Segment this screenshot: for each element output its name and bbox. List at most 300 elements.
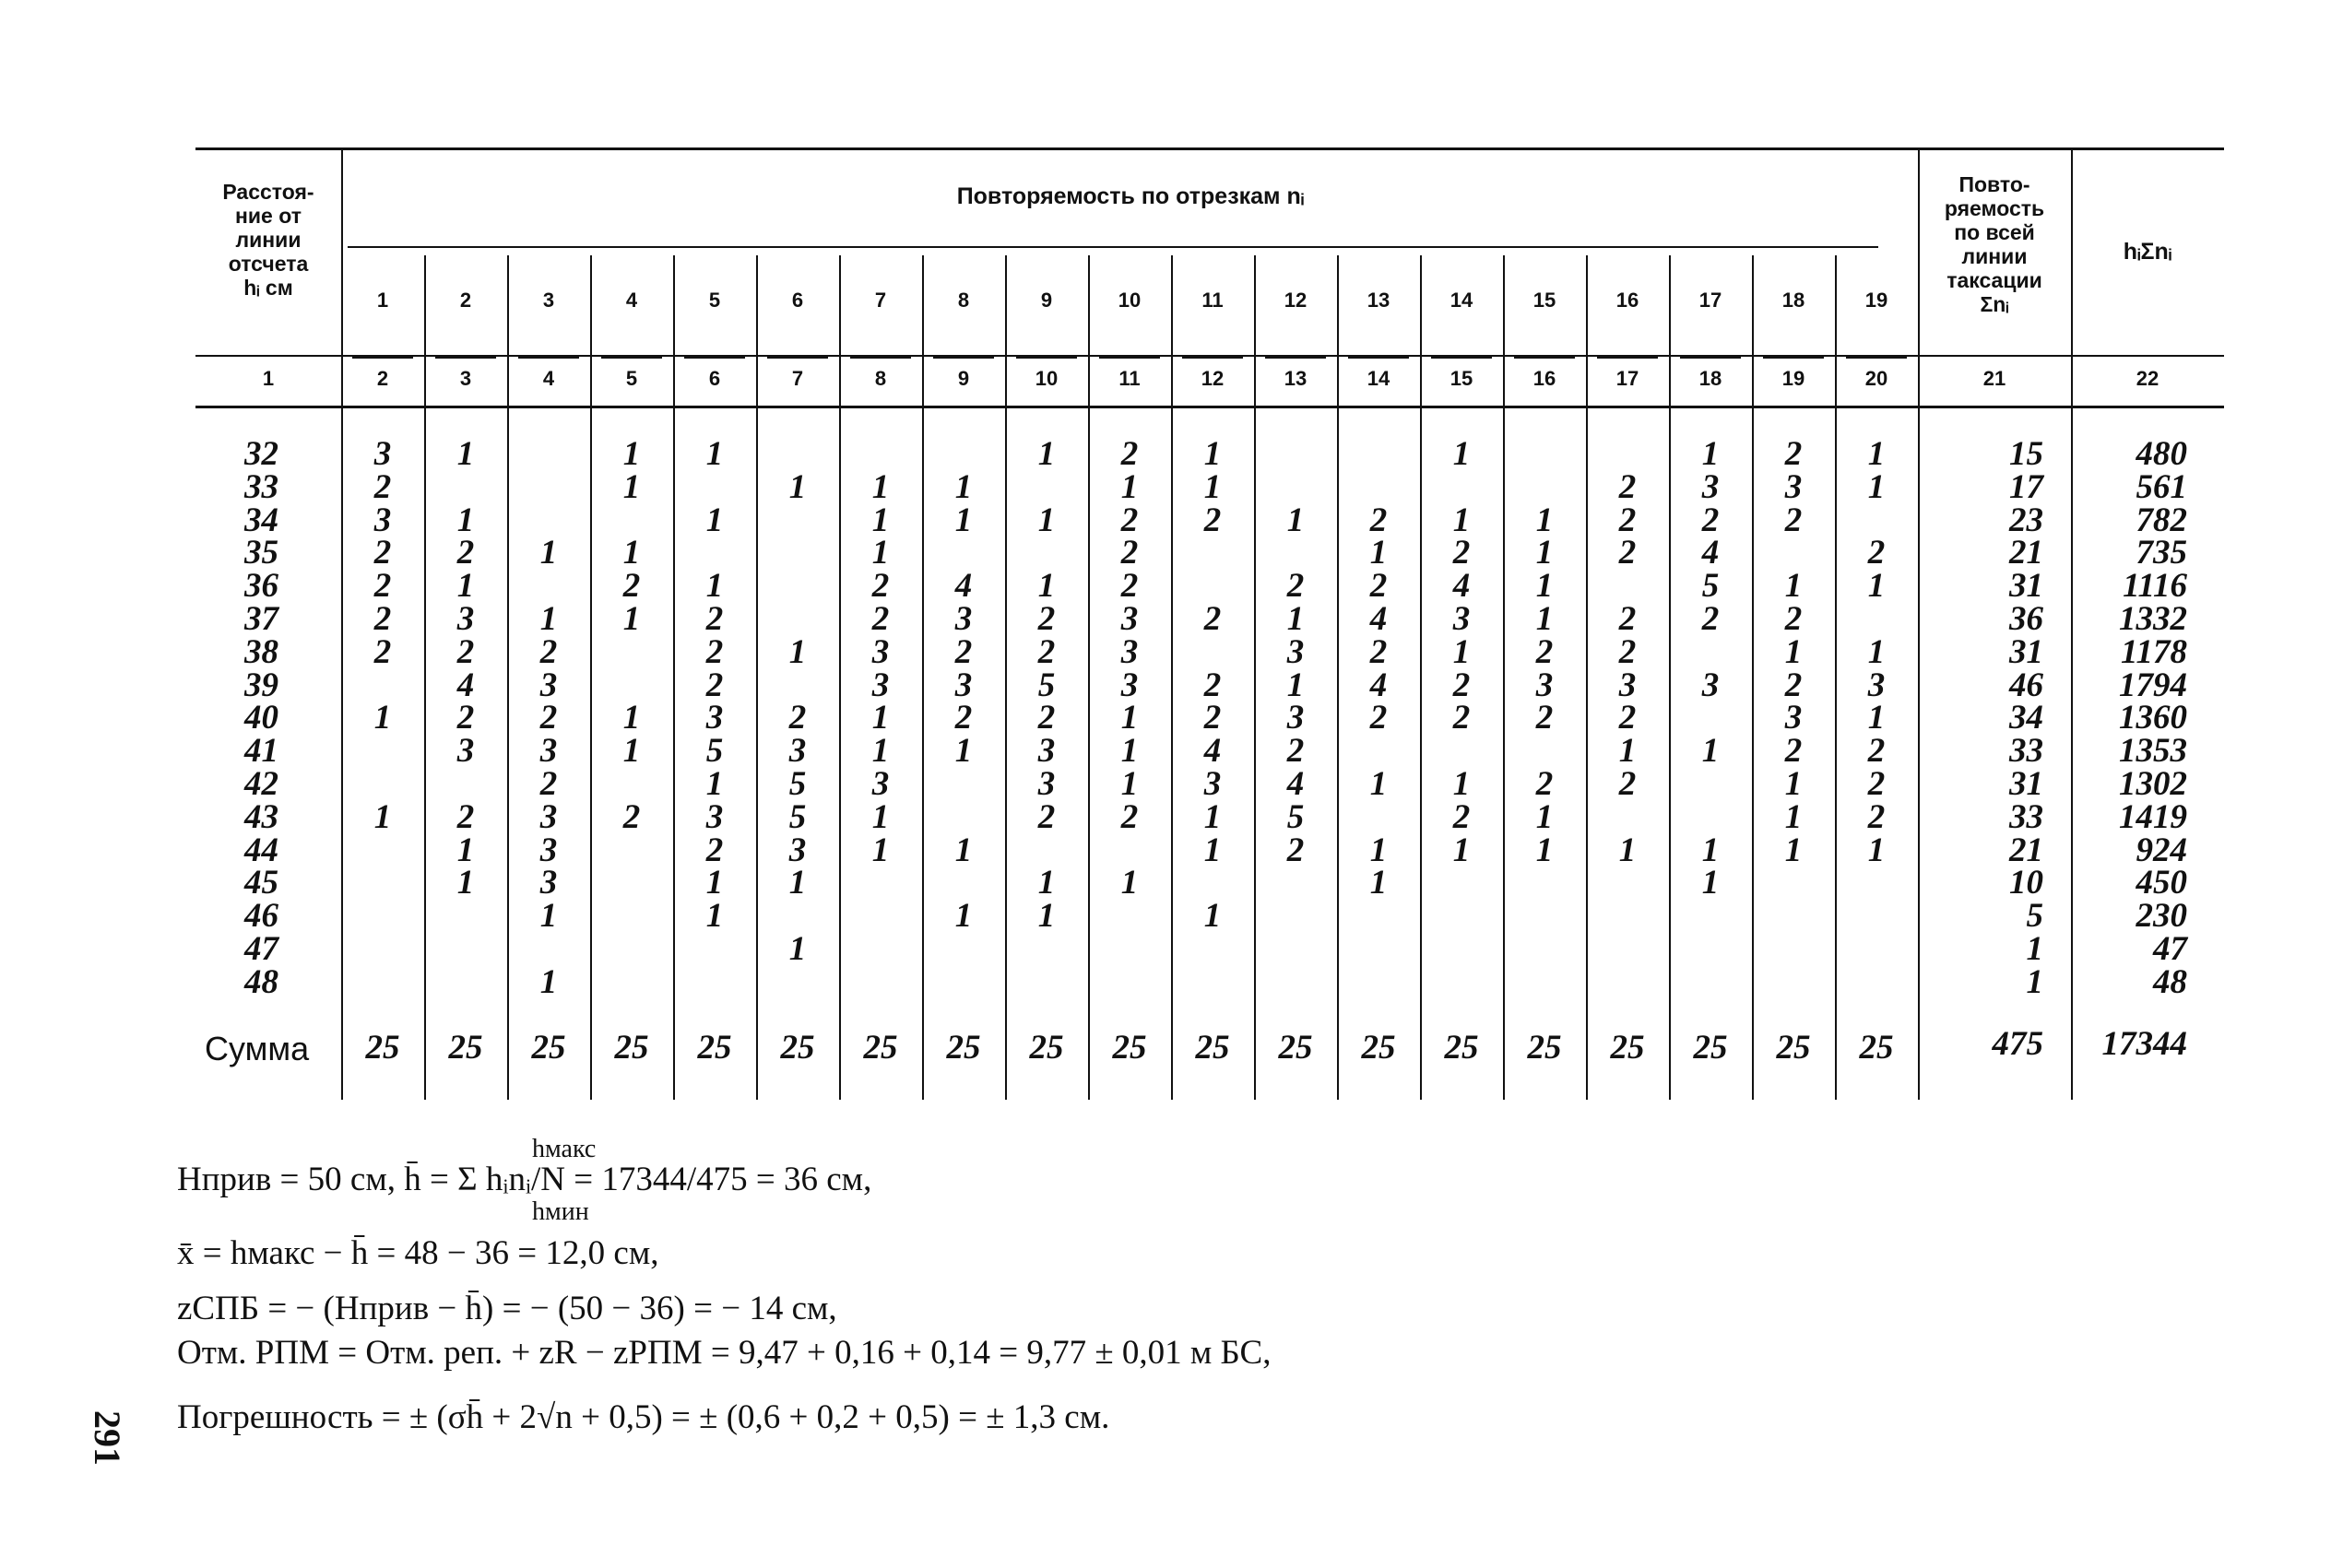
table-cell: 2 <box>539 632 558 671</box>
row-total: 17 <box>2009 467 2043 506</box>
distance-header-line: ние от <box>235 204 302 228</box>
table-cell: 2 <box>1618 534 1637 572</box>
table-cell: 1 <box>705 897 724 936</box>
formula-line-4: Отм. РПМ = Отм. реп. + zR − zРПМ = 9,47 + 0,16 + 0,14 = 9,77 ± 0,01 м БС, <box>177 1334 1272 1372</box>
table-cell: 1 <box>1452 831 1471 869</box>
table-cell: 2 <box>1120 567 1139 606</box>
table-cell: 1 <box>1867 467 1886 506</box>
table-cell: 2 <box>1867 765 1886 803</box>
column-number: 5 <box>625 367 638 390</box>
row-distance: 35 <box>244 534 278 572</box>
table-cell: 1 <box>1784 632 1803 671</box>
column-number: 10 <box>1035 367 1059 390</box>
segment-header: 13 <box>1367 289 1390 312</box>
table-cell: 1 <box>1535 600 1554 638</box>
sum-product: 17344 <box>2101 1025 2187 1063</box>
column-number: 11 <box>1118 367 1141 390</box>
column-number: 20 <box>1864 367 1888 390</box>
table-cell: 3 <box>1452 600 1471 638</box>
table-cell: 2 <box>1618 632 1637 671</box>
table-cell: 5 <box>788 765 807 803</box>
header-subrule <box>348 246 1878 248</box>
table-cell: 1 <box>1037 897 1056 936</box>
formula-upper-limit: hмакс <box>532 1135 597 1163</box>
table-cell: 3 <box>539 666 558 704</box>
row-total: 1 <box>2026 930 2043 968</box>
sum-cell: 25 <box>1859 1029 1894 1067</box>
table-cell: 1 <box>1867 567 1886 606</box>
sum-cell: 25 <box>448 1029 483 1067</box>
table-cell: 2 <box>456 632 475 671</box>
table-cell: 2 <box>1452 699 1471 737</box>
segment-number-rule <box>1431 357 1492 359</box>
sum-cell: 25 <box>614 1029 649 1067</box>
table-cell: 2 <box>456 699 475 737</box>
table-cell: 4 <box>1701 534 1720 572</box>
row-total: 23 <box>2009 501 2043 539</box>
table-cell: 1 <box>705 567 724 606</box>
table-cell: 2 <box>1452 534 1471 572</box>
column-number: 12 <box>1201 367 1225 390</box>
column-number: 13 <box>1284 367 1307 390</box>
table-cell: 2 <box>1701 501 1720 539</box>
table-cell: 2 <box>1535 632 1554 671</box>
table-cell: 2 <box>788 699 807 737</box>
table-cell: 3 <box>1037 765 1056 803</box>
table-cell: 1 <box>1701 831 1720 869</box>
table-cell: 2 <box>373 534 392 572</box>
table-cell: 2 <box>1618 501 1637 539</box>
total-header-line: Повто- <box>1958 172 2030 196</box>
table-cell: 3 <box>1618 666 1637 704</box>
segment-number-rule <box>352 357 413 359</box>
segment-number-rule <box>518 357 579 359</box>
data-table <box>195 143 2224 1106</box>
table-cell: 1 <box>1618 831 1637 869</box>
formula-line-5: Погрешность = ± (σh̄ + 2√n + 0,5) = ± (0,6 + 0,2 + 0,5) = ± 1,3 см. <box>177 1398 1110 1436</box>
sum-cell: 25 <box>697 1029 732 1067</box>
column-number: 2 <box>376 367 389 390</box>
row-distance: 34 <box>244 501 278 539</box>
sum-cell: 25 <box>1610 1029 1645 1067</box>
table-cell: 3 <box>373 501 392 539</box>
sum-cell: 25 <box>1776 1029 1811 1067</box>
row-product: 782 <box>2136 501 2187 539</box>
segment-header: 16 <box>1615 289 1639 312</box>
column-number: 14 <box>1367 367 1390 390</box>
table-cell: 4 <box>1369 666 1388 704</box>
page-number: 291 <box>87 1410 128 1466</box>
column-number: 15 <box>1449 367 1473 390</box>
table-cell: 4 <box>1369 600 1388 638</box>
product-header: hᵢΣnᵢ <box>2123 239 2172 265</box>
table-cell: 2 <box>1784 732 1803 771</box>
table-cell: 3 <box>871 632 890 671</box>
table-cell: 2 <box>705 666 724 704</box>
table-cell: 1 <box>1286 600 1305 638</box>
total-header-line: линии <box>1961 244 2028 268</box>
table-cell: 2 <box>1369 567 1388 606</box>
table-cell: 3 <box>705 797 724 836</box>
table-cell: 5 <box>1037 666 1056 704</box>
row-total: 33 <box>2009 732 2043 771</box>
row-distance: 41 <box>244 732 278 771</box>
row-distance: 47 <box>244 930 278 968</box>
table-cell: 2 <box>1120 501 1139 539</box>
table-cell: 2 <box>871 600 890 638</box>
table-cell: 2 <box>1203 501 1222 539</box>
segment-header: 12 <box>1284 289 1307 312</box>
distance-header-line: линии <box>235 228 302 252</box>
table-cell: 2 <box>705 632 724 671</box>
table-cell: 1 <box>705 435 724 473</box>
row-total: 33 <box>2009 797 2043 836</box>
segment-number-rule <box>1016 357 1077 359</box>
table-cell: 1 <box>456 864 475 902</box>
table-cell: 3 <box>1286 699 1305 737</box>
table-cell: 1 <box>1535 797 1554 836</box>
table-cell: 1 <box>1784 567 1803 606</box>
table-cell: 1 <box>1701 435 1720 473</box>
column-number: 6 <box>708 367 721 390</box>
row-total: 21 <box>2009 831 2043 869</box>
row-total: 31 <box>2009 632 2043 671</box>
total-header-line: таксации <box>1946 268 2042 292</box>
table-cell: 3 <box>1701 666 1720 704</box>
table-cell: 1 <box>622 467 641 506</box>
segment-header: 18 <box>1781 289 1805 312</box>
table-cell: 3 <box>1203 765 1222 803</box>
segment-header: 15 <box>1532 289 1556 312</box>
table-cell: 2 <box>1120 534 1139 572</box>
table-cell: 2 <box>1535 765 1554 803</box>
table-cell: 1 <box>1867 435 1886 473</box>
column-number: 16 <box>1532 367 1556 390</box>
column-number: 4 <box>542 367 555 390</box>
table-cell: 1 <box>622 600 641 638</box>
table-cell: 1 <box>1701 864 1720 902</box>
table-cell: 1 <box>1286 501 1305 539</box>
table-cell: 1 <box>1120 732 1139 771</box>
table-cell: 2 <box>1784 501 1803 539</box>
table-cell: 2 <box>373 467 392 506</box>
table-cell: 5 <box>705 732 724 771</box>
table-cell: 2 <box>1535 699 1554 737</box>
table-cell: 3 <box>539 732 558 771</box>
table-cell: 1 <box>1452 435 1471 473</box>
segment-number-rule <box>933 357 994 359</box>
row-product: 230 <box>2136 897 2187 936</box>
table-cell: 3 <box>1867 666 1886 704</box>
sum-cell: 25 <box>1278 1029 1313 1067</box>
table-cell: 1 <box>1867 632 1886 671</box>
table-cell: 1 <box>456 567 475 606</box>
table-cell: 3 <box>539 864 558 902</box>
table-cell: 1 <box>539 897 558 936</box>
segment-number-rule <box>767 357 828 359</box>
column-number: 19 <box>1781 367 1805 390</box>
segment-number-rule <box>601 357 662 359</box>
table-cell: 4 <box>1203 732 1222 771</box>
sum-cell: 25 <box>1527 1029 1562 1067</box>
table-cell: 1 <box>954 897 973 936</box>
sum-cell: 25 <box>1029 1029 1064 1067</box>
row-distance: 43 <box>244 797 278 836</box>
table-cell: 2 <box>1618 600 1637 638</box>
table-cell: 1 <box>705 501 724 539</box>
table-cell: 2 <box>1037 797 1056 836</box>
column-number: 7 <box>791 367 804 390</box>
table-cell: 5 <box>1701 567 1720 606</box>
segment-header: 14 <box>1449 289 1473 312</box>
table-cell: 1 <box>539 962 558 1001</box>
table-cell: 5 <box>788 797 807 836</box>
row-product: 1794 <box>2119 666 2187 704</box>
table-cell: 2 <box>1784 600 1803 638</box>
table-cell: 1 <box>373 797 392 836</box>
table-cell: 4 <box>1452 567 1471 606</box>
sum-cell: 25 <box>1195 1029 1230 1067</box>
total-header-line: ряемость <box>1944 196 2045 220</box>
segment-header: 8 <box>957 289 970 312</box>
segment-number-rule <box>1265 357 1326 359</box>
segment-header: 3 <box>542 289 555 312</box>
table-cell: 3 <box>1037 732 1056 771</box>
row-product: 1116 <box>2123 567 2187 606</box>
segment-number-rule <box>1099 357 1160 359</box>
segment-number-rule <box>1846 357 1907 359</box>
segment-header: 11 <box>1201 289 1224 312</box>
table-cell: 1 <box>1701 732 1720 771</box>
table-cell: 2 <box>1369 501 1388 539</box>
table-cell: 1 <box>871 467 890 506</box>
table-cell: 1 <box>871 534 890 572</box>
row-total: 46 <box>2009 666 2043 704</box>
row-product: 47 <box>2153 930 2187 968</box>
row-distance: 40 <box>244 699 278 737</box>
total-header-line: Σnᵢ <box>1980 292 2009 316</box>
row-total: 10 <box>2009 864 2043 902</box>
column-number: 17 <box>1615 367 1639 390</box>
table-cell: 1 <box>1037 435 1056 473</box>
table-cell: 1 <box>1037 567 1056 606</box>
table-cell: 2 <box>1120 797 1139 836</box>
segment-header: 7 <box>874 289 887 312</box>
segment-header: 19 <box>1864 289 1888 312</box>
table-cell: 1 <box>954 732 973 771</box>
row-distance: 45 <box>244 864 278 902</box>
table-cell: 1 <box>1452 501 1471 539</box>
table-cell: 2 <box>456 534 475 572</box>
table-cell: 2 <box>954 632 973 671</box>
segment-header: 5 <box>708 289 721 312</box>
table-cell: 1 <box>954 467 973 506</box>
table-cell: 2 <box>1867 797 1886 836</box>
table-cell: 1 <box>1369 765 1388 803</box>
table-cell: 1 <box>1203 435 1222 473</box>
row-distance: 37 <box>244 600 278 638</box>
table-cell: 1 <box>1452 632 1471 671</box>
column-number: 1 <box>262 367 275 390</box>
table-cell: 1 <box>1203 797 1222 836</box>
sum-cell: 25 <box>863 1029 898 1067</box>
table-cell: 1 <box>1369 864 1388 902</box>
table-cell: 1 <box>1120 467 1139 506</box>
row-distance: 44 <box>244 831 278 869</box>
table-cell: 3 <box>373 435 392 473</box>
table-cell: 2 <box>1784 435 1803 473</box>
row-distance: 32 <box>244 435 278 473</box>
segment-header: 2 <box>459 289 472 312</box>
table-cell: 2 <box>1867 732 1886 771</box>
row-total: 15 <box>2009 435 2043 473</box>
row-product: 735 <box>2136 534 2187 572</box>
table-cell: 1 <box>1535 501 1554 539</box>
segment-header: 17 <box>1698 289 1722 312</box>
table-cell: 1 <box>705 864 724 902</box>
table-cell: 3 <box>788 831 807 869</box>
column-number: 21 <box>1982 367 2006 390</box>
row-product: 480 <box>2136 435 2187 473</box>
table-cell: 2 <box>1618 765 1637 803</box>
row-total: 31 <box>2009 765 2043 803</box>
row-product: 48 <box>2153 962 2187 1001</box>
segment-number-rule <box>1514 357 1575 359</box>
table-cell: 4 <box>456 666 475 704</box>
row-distance: 39 <box>244 666 278 704</box>
segment-header: 4 <box>625 289 638 312</box>
row-total: 21 <box>2009 534 2043 572</box>
table-cell: 2 <box>954 699 973 737</box>
row-product: 1178 <box>2121 632 2187 671</box>
table-cell: 2 <box>705 831 724 869</box>
sum-cell: 25 <box>1112 1029 1147 1067</box>
table-cell: 1 <box>788 864 807 902</box>
table-cell: 2 <box>1286 732 1305 771</box>
table-cell: 3 <box>705 699 724 737</box>
table-cell: 1 <box>871 831 890 869</box>
table-cell: 2 <box>539 765 558 803</box>
table-cell: 1 <box>1120 864 1139 902</box>
table-cell: 1 <box>1535 831 1554 869</box>
table-cell: 1 <box>456 501 475 539</box>
sum-cell: 25 <box>1693 1029 1728 1067</box>
table-cell: 1 <box>622 699 641 737</box>
segment-number-rule <box>684 357 745 359</box>
table-top-rule <box>195 147 2224 150</box>
row-product: 924 <box>2136 831 2187 869</box>
table-cell: 1 <box>954 831 973 869</box>
row-product: 1419 <box>2119 797 2187 836</box>
table-cell: 1 <box>1203 467 1222 506</box>
row-total: 1 <box>2026 962 2043 1001</box>
row-total: 5 <box>2026 897 2043 936</box>
table-cell: 2 <box>1120 435 1139 473</box>
row-product: 1302 <box>2119 765 2187 803</box>
table-cell: 5 <box>1286 797 1305 836</box>
row-distance: 48 <box>244 962 278 1001</box>
table-cell: 1 <box>539 534 558 572</box>
sum-cell: 25 <box>780 1029 815 1067</box>
table-cell: 1 <box>954 501 973 539</box>
row-distance: 36 <box>244 567 278 606</box>
total-header-line: по всей <box>1954 220 2035 244</box>
row-distance: 46 <box>244 897 278 936</box>
sum-total: 475 <box>1992 1025 2043 1063</box>
segment-header: 9 <box>1040 289 1053 312</box>
sum-cell: 25 <box>531 1029 566 1067</box>
table-cell: 2 <box>1286 831 1305 869</box>
table-cell: 2 <box>622 797 641 836</box>
table-cell: 3 <box>788 732 807 771</box>
table-cell: 1 <box>871 797 890 836</box>
table-cell: 3 <box>1286 632 1305 671</box>
table-cell: 1 <box>1120 699 1139 737</box>
segment-number-rule <box>1182 357 1243 359</box>
table-cell: 1 <box>1535 567 1554 606</box>
segment-number-rule <box>1597 357 1658 359</box>
sum-cell: 25 <box>365 1029 400 1067</box>
row-product: 1332 <box>2119 600 2187 638</box>
row-total: 34 <box>2009 699 2043 737</box>
body-rule <box>195 406 2224 408</box>
table-cell: 3 <box>871 765 890 803</box>
table-cell: 2 <box>1452 797 1471 836</box>
table-cell: 2 <box>1452 666 1471 704</box>
table-cell: 1 <box>705 765 724 803</box>
table-cell: 1 <box>1867 831 1886 869</box>
table-cell: 1 <box>539 600 558 638</box>
table-cell: 2 <box>871 567 890 606</box>
sum-cell: 25 <box>1361 1029 1396 1067</box>
table-cell: 1 <box>788 930 807 968</box>
segment-header: 6 <box>791 289 804 312</box>
table-cell: 1 <box>1203 897 1222 936</box>
table-cell: 1 <box>373 699 392 737</box>
column-number: 8 <box>874 367 887 390</box>
table-cell: 1 <box>456 831 475 869</box>
table-cell: 2 <box>373 600 392 638</box>
table-cell: 4 <box>954 567 973 606</box>
table-cell: 3 <box>871 666 890 704</box>
table-cell: 1 <box>1369 534 1388 572</box>
row-distance: 38 <box>244 632 278 671</box>
distance-header-line: отсчета <box>228 252 309 276</box>
table-cell: 1 <box>622 732 641 771</box>
table-cell: 2 <box>1867 534 1886 572</box>
formula-lower-limit: hмин <box>532 1197 589 1226</box>
table-cell: 3 <box>1784 699 1803 737</box>
table-cell: 2 <box>1037 699 1056 737</box>
table-cell: 3 <box>456 600 475 638</box>
table-cell: 1 <box>871 732 890 771</box>
segment-number-rule <box>435 357 496 359</box>
row-product: 561 <box>2136 467 2187 506</box>
table-cell: 1 <box>1120 765 1139 803</box>
table-cell: 2 <box>622 567 641 606</box>
table-cell: 2 <box>1784 666 1803 704</box>
table-cell: 1 <box>1369 831 1388 869</box>
row-product: 1353 <box>2119 732 2187 771</box>
table-cell: 3 <box>1120 600 1139 638</box>
column-number: 18 <box>1698 367 1722 390</box>
table-cell: 2 <box>1618 467 1637 506</box>
formula-line-3: zСПБ = − (Hприв − h̄) = − (50 − 36) = − 14 см, <box>177 1290 837 1327</box>
table-cell: 2 <box>1701 600 1720 638</box>
table-cell: 1 <box>1784 765 1803 803</box>
table-cell: 1 <box>622 435 641 473</box>
table-cell: 2 <box>1203 699 1222 737</box>
